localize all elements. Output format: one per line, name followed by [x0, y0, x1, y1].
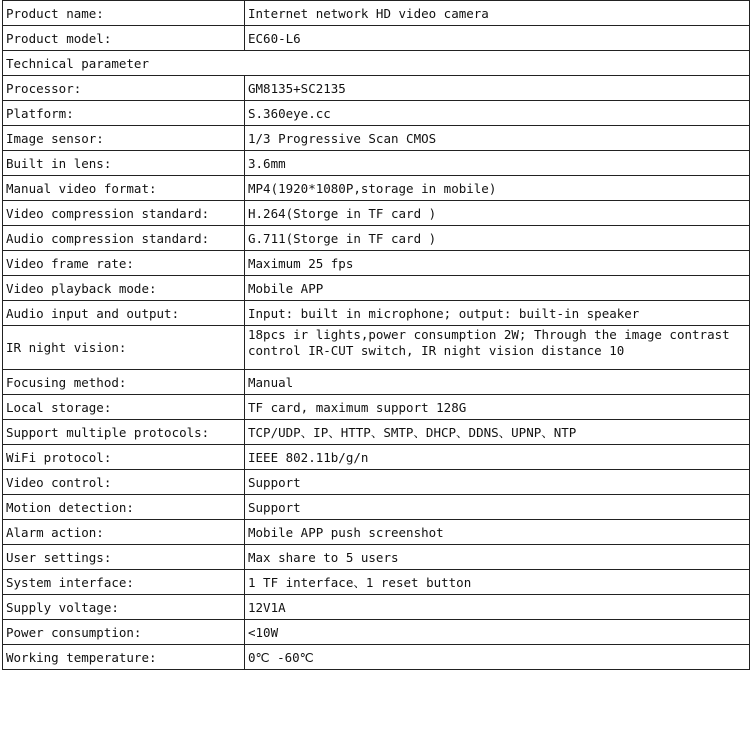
table-row — [3, 251, 750, 276]
row-value: Mobile APP push screenshot — [245, 520, 750, 545]
row-value: MP4(1920*1080P,storage in mobile) — [245, 176, 750, 201]
table-row — [3, 226, 750, 251]
row-label: User settings: — [3, 545, 245, 570]
row-label: Video frame rate: — [3, 251, 245, 276]
row-value: Maximum 25 fps — [245, 251, 750, 276]
row-label: Video compression standard: — [3, 201, 245, 226]
row-value: TF card, maximum support 128G — [245, 395, 750, 420]
row-value: Mobile APP — [245, 276, 750, 301]
row-label: Video control: — [3, 470, 245, 495]
row-label: Manual video format: — [3, 176, 245, 201]
table-row — [3, 276, 750, 301]
table-row — [3, 126, 750, 151]
table-row — [3, 645, 750, 670]
row-value: 18pcs ir lights,power consumption 2W; Through the image contrast control IR-CUT switch, IR night vision distance 10 — [245, 326, 750, 370]
row-value: Support — [245, 470, 750, 495]
row-label: Audio compression standard: — [3, 226, 245, 251]
row-label: Support multiple protocols: — [3, 420, 245, 445]
row-label: Local storage: — [3, 395, 245, 420]
row-label: System interface: — [3, 570, 245, 595]
table-row — [3, 26, 750, 51]
row-label: WiFi protocol: — [3, 445, 245, 470]
row-label: Focusing method: — [3, 370, 245, 395]
row-value: G.711(Storge in TF card ) — [245, 226, 750, 251]
table-row — [3, 201, 750, 226]
table-row — [3, 151, 750, 176]
row-value: Input: built in microphone; output: built-in speaker — [245, 301, 750, 326]
row-value: 0℃ -60℃ — [245, 645, 750, 670]
table-row — [3, 301, 750, 326]
table-row — [3, 76, 750, 101]
row-label: Alarm action: — [3, 520, 245, 545]
row-value: <10W — [245, 620, 750, 645]
row-value: S.360eye.cc — [245, 101, 750, 126]
row-value: Internet network HD video camera — [245, 1, 750, 26]
row-value: Manual — [245, 370, 750, 395]
row-label: Product model: — [3, 26, 245, 51]
row-value: TCP/UDP、IP、HTTP、SMTP、DHCP、DDNS、UPNP、NTP — [245, 420, 750, 445]
table-row — [3, 545, 750, 570]
row-label: Product name: — [3, 1, 245, 26]
row-value: Max share to 5 users — [245, 545, 750, 570]
section-heading: Technical parameter — [3, 51, 750, 76]
table-row — [3, 395, 750, 420]
row-label: Platform: — [3, 101, 245, 126]
row-value: IEEE 802.11b/g/n — [245, 445, 750, 470]
row-value: Support — [245, 495, 750, 520]
table-row — [3, 620, 750, 645]
row-label: Video playback mode: — [3, 276, 245, 301]
row-value: 3.6mm — [245, 151, 750, 176]
row-label: Motion detection: — [3, 495, 245, 520]
row-value: GM8135+SC2135 — [245, 76, 750, 101]
row-value: 12V1A — [245, 595, 750, 620]
row-label: Power consumption: — [3, 620, 245, 645]
row-label: Supply voltage: — [3, 595, 245, 620]
table-row — [3, 176, 750, 201]
row-value: 1/3 Progressive Scan CMOS — [245, 126, 750, 151]
row-value: H.264(Storge in TF card ) — [245, 201, 750, 226]
row-label: Image sensor: — [3, 126, 245, 151]
table-row — [3, 445, 750, 470]
row-label: Built in lens: — [3, 151, 245, 176]
table-row — [3, 470, 750, 495]
row-label: IR night vision: — [3, 326, 245, 370]
table-row — [3, 326, 750, 370]
table-row — [3, 495, 750, 520]
spec-table — [2, 0, 750, 670]
table-row — [3, 1, 750, 26]
row-value: 1 TF interface、1 reset button — [245, 570, 750, 595]
row-label: Processor: — [3, 76, 245, 101]
row-label: Working temperature: — [3, 645, 245, 670]
table-row — [3, 595, 750, 620]
table-row — [3, 570, 750, 595]
table-row — [3, 101, 750, 126]
row-value: EC60-L6 — [245, 26, 750, 51]
section-row — [3, 51, 750, 76]
row-label: Audio input and output: — [3, 301, 245, 326]
table-row — [3, 520, 750, 545]
table-row — [3, 370, 750, 395]
table-row — [3, 420, 750, 445]
